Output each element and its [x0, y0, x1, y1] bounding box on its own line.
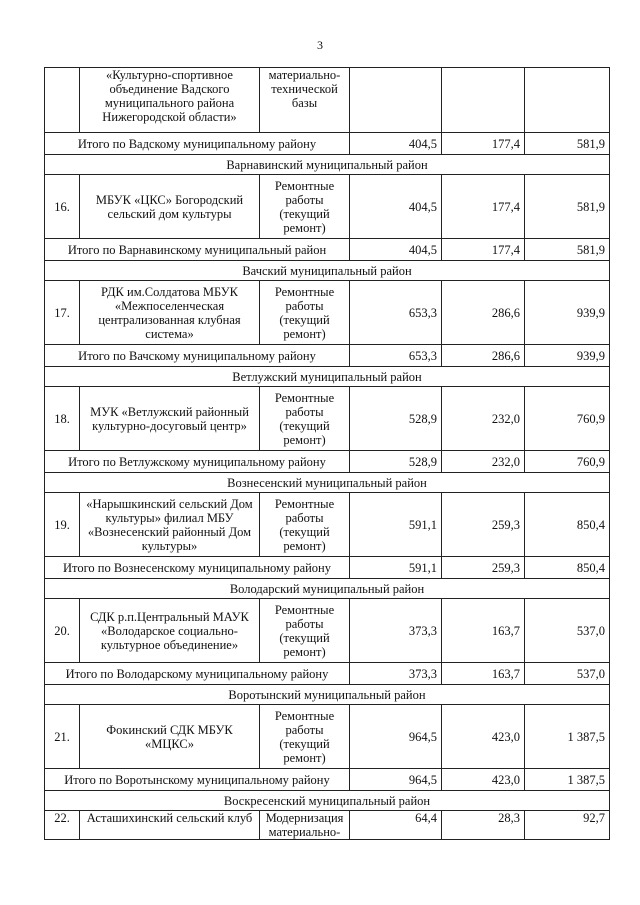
value-cell: 939,9: [525, 281, 610, 345]
institution-name-cell: Асташихинский сельский клуб: [80, 811, 260, 840]
value-cell: 163,7: [442, 599, 525, 663]
institution-name-cell: «Нарышкинский сельский Дом культуры» филиал МБУ «Вознесенский районный Дом культуры»: [80, 493, 260, 557]
value-cell: 286,6: [442, 345, 525, 367]
value-cell: 92,7: [525, 811, 610, 840]
subtotal-row: [45, 451, 610, 473]
subtotal-label-cell: Итого по Володарскому муниципальному району: [45, 663, 350, 685]
row-number-cell: [45, 68, 80, 133]
value-cell: 537,0: [525, 599, 610, 663]
district-name-cell: Воскресенский муниципальный район: [45, 791, 610, 811]
institution-name-cell: «Культурно-спортивное объединение Вадского муниципального района Нижегородской области»: [80, 68, 260, 133]
value-cell: 286,6: [442, 281, 525, 345]
institution-name-cell: СДК р.п.Центральный МАУК «Володарское социально-культурное объединение»: [80, 599, 260, 663]
institution-name-cell: МУК «Ветлужский районный культурно-досуговый центр»: [80, 387, 260, 451]
value-cell: 404,5: [350, 175, 442, 239]
work-type-cell: Ремонтные работы (текущий ремонт): [260, 599, 350, 663]
value-cell: 537,0: [525, 663, 610, 685]
work-type-cell: Ремонтные работы (текущий ремонт): [260, 705, 350, 769]
subtotal-label-cell: Итого по Воротынскому муниципальному району: [45, 769, 350, 791]
value-cell: 528,9: [350, 451, 442, 473]
value-cell: 423,0: [442, 769, 525, 791]
value-cell: 581,9: [525, 239, 610, 261]
subtotal-label-cell: Итого по Ветлужскому муниципальному району: [45, 451, 350, 473]
district-name-cell: Воротынский муниципальный район: [45, 685, 610, 705]
value-cell: [442, 68, 525, 133]
table-row: [45, 68, 610, 133]
district-name-cell: Ветлужский муниципальный район: [45, 367, 610, 387]
value-cell: [350, 68, 442, 133]
subtotal-row: [45, 663, 610, 685]
table-row: [45, 281, 610, 345]
value-cell: 177,4: [442, 133, 525, 155]
district-section-row: [45, 473, 610, 493]
table-row: [45, 599, 610, 663]
subtotal-row: [45, 769, 610, 791]
value-cell: 760,9: [525, 387, 610, 451]
district-name-cell: Володарский муниципальный район: [45, 579, 610, 599]
value-cell: 232,0: [442, 387, 525, 451]
table-row: [45, 705, 610, 769]
value-cell: 964,5: [350, 769, 442, 791]
subtotal-row: [45, 557, 610, 579]
value-cell: 423,0: [442, 705, 525, 769]
table-row: [45, 175, 610, 239]
row-number-cell: 17.: [45, 281, 80, 345]
value-cell: 528,9: [350, 387, 442, 451]
value-cell: 373,3: [350, 599, 442, 663]
value-cell: 653,3: [350, 281, 442, 345]
value-cell: 404,5: [350, 239, 442, 261]
institution-name-cell: Фокинский СДК МБУК «МЦКС»: [80, 705, 260, 769]
table-row: [45, 811, 610, 840]
value-cell: 850,4: [525, 493, 610, 557]
table-row: [45, 387, 610, 451]
value-cell: 28,3: [442, 811, 525, 840]
value-cell: 259,3: [442, 493, 525, 557]
district-name-cell: Варнавинский муниципальный район: [45, 155, 610, 175]
row-number-cell: 18.: [45, 387, 80, 451]
value-cell: 591,1: [350, 557, 442, 579]
value-cell: 1 387,5: [525, 705, 610, 769]
institution-name-cell: МБУК «ЦКС» Богородский сельский дом культуры: [80, 175, 260, 239]
subtotal-row: [45, 345, 610, 367]
row-number-cell: 19.: [45, 493, 80, 557]
value-cell: 760,9: [525, 451, 610, 473]
value-cell: 177,4: [442, 175, 525, 239]
value-cell: 232,0: [442, 451, 525, 473]
value-cell: 259,3: [442, 557, 525, 579]
district-name-cell: Вознесенский муниципальный район: [45, 473, 610, 493]
institution-name-cell: РДК им.Солдатова МБУК «Межпоселенческая централизованная клубная система»: [80, 281, 260, 345]
district-section-row: [45, 685, 610, 705]
value-cell: 177,4: [442, 239, 525, 261]
value-cell: 1 387,5: [525, 769, 610, 791]
district-section-row: [45, 367, 610, 387]
subtotal-label-cell: Итого по Вадскому муниципальному району: [45, 133, 350, 155]
table-row: [45, 493, 610, 557]
work-type-cell: материально-технической базы: [260, 68, 350, 133]
row-number-cell: 20.: [45, 599, 80, 663]
work-type-cell: Ремонтные работы (текущий ремонт): [260, 281, 350, 345]
row-number-cell: 21.: [45, 705, 80, 769]
district-section-row: [45, 155, 610, 175]
work-type-cell: Ремонтные работы (текущий ремонт): [260, 175, 350, 239]
subtotal-label-cell: Итого по Вознесенскому муниципальному району: [45, 557, 350, 579]
work-type-cell: Модернизация материально-: [260, 811, 350, 840]
district-name-cell: Вачский муниципальный район: [45, 261, 610, 281]
value-cell: 581,9: [525, 133, 610, 155]
value-cell: 163,7: [442, 663, 525, 685]
row-number-cell: 22.: [45, 811, 80, 840]
subtotal-label-cell: Итого по Вачскому муниципальному району: [45, 345, 350, 367]
value-cell: 850,4: [525, 557, 610, 579]
value-cell: 591,1: [350, 493, 442, 557]
row-number-cell: 16.: [45, 175, 80, 239]
value-cell: 373,3: [350, 663, 442, 685]
value-cell: 653,3: [350, 345, 442, 367]
value-cell: 939,9: [525, 345, 610, 367]
work-type-cell: Ремонтные работы (текущий ремонт): [260, 387, 350, 451]
work-type-cell: Ремонтные работы (текущий ремонт): [260, 493, 350, 557]
funding-table: [44, 67, 610, 840]
value-cell: 581,9: [525, 175, 610, 239]
district-section-row: [45, 579, 610, 599]
value-cell: 64,4: [350, 811, 442, 840]
subtotal-row: [45, 239, 610, 261]
page-number: 3: [317, 38, 323, 52]
value-cell: 964,5: [350, 705, 442, 769]
district-section-row: [45, 261, 610, 281]
value-cell: 404,5: [350, 133, 442, 155]
district-section-row: [45, 791, 610, 811]
subtotal-row: [45, 133, 610, 155]
subtotal-label-cell: Итого по Варнавинскому муниципальный район: [45, 239, 350, 261]
value-cell: [525, 68, 610, 133]
